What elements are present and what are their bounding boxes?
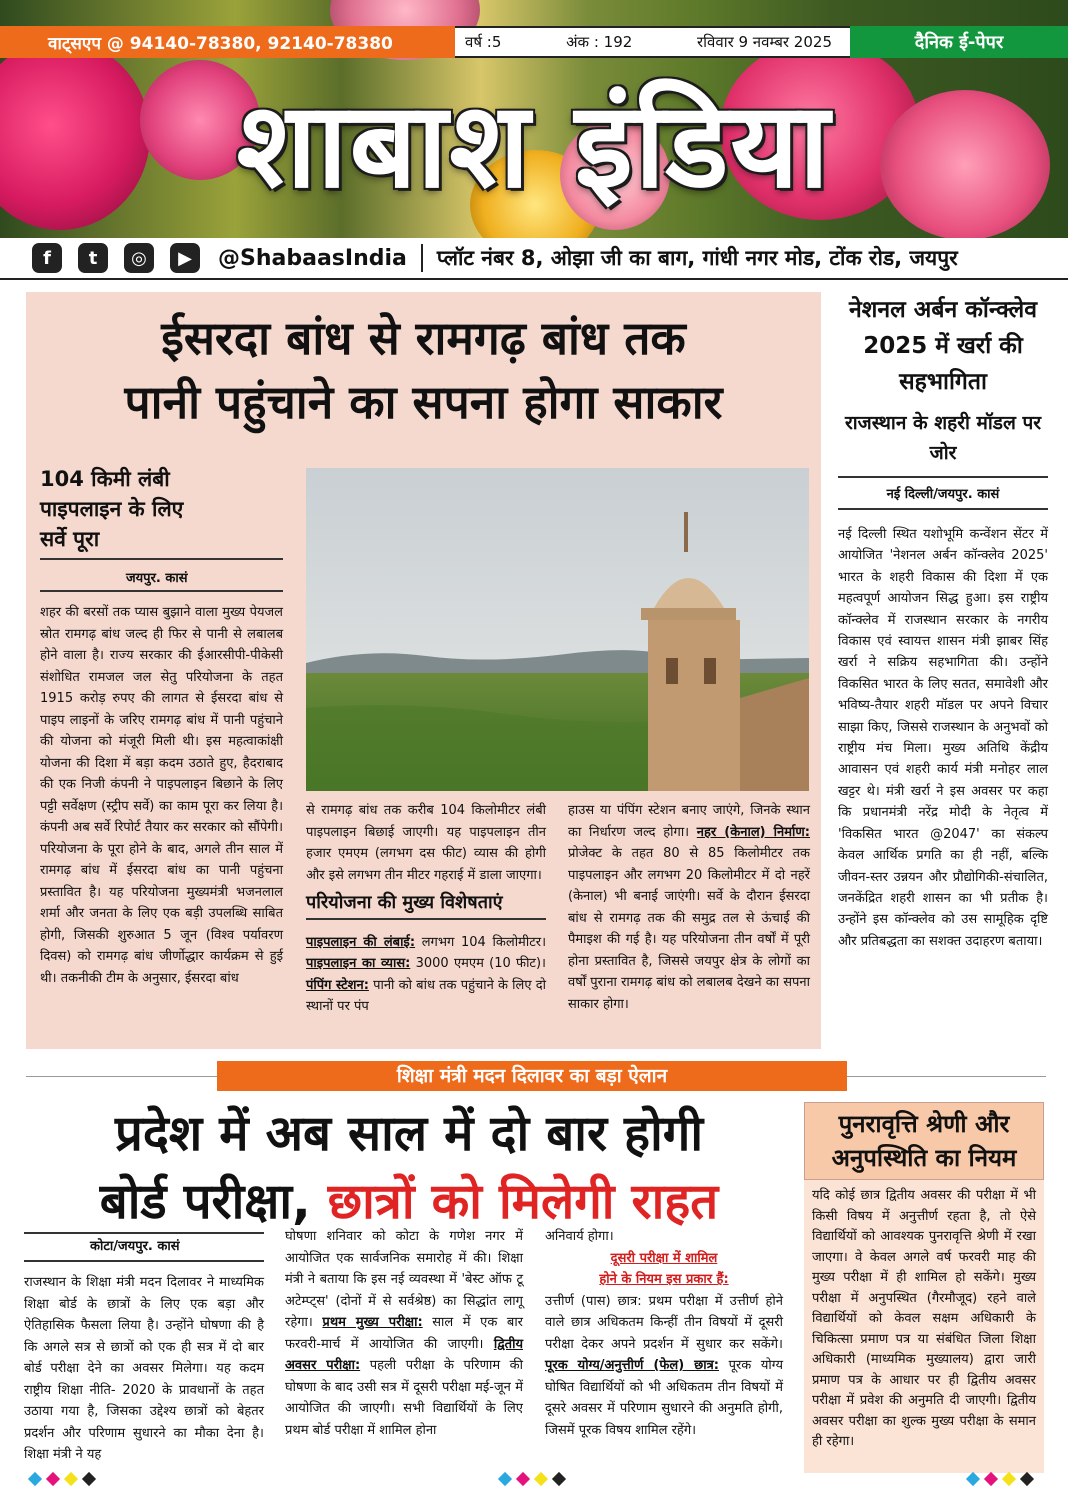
social-bar xyxy=(0,238,1068,280)
feature-label: पाइपलाइन की लंबाई: xyxy=(306,934,416,950)
repeat-category-body: यदि कोई छात्र द्वितीय अवसर की परीक्षा में भी किसी विषय में अनुत्तीर्ण रहता है, तो ऐसे विद्यार्थियों को आवश्यक पुनरावृत्ति श्रेणी में रखा जाएगा। वे केवल अगले वर्ष फरवरी माह की मुख्य परीक्षा में ही शामिल हो सकेंगे। मुख्य परीक्षा में अनुपस्थित (गैरमौजूद) रहने वाले विद्यार्थियों को केवल सक्षम अधिकारी के चिकित्सा प्रमाण पत्र या संबंधित जिला शिक्षा अधिकारी (माध्यमिक मुख्यालय) द्वारा जारी प्रमाण पत्र के आधार पर ही द्वितीय अवसर परीक्षा में प्रवेश की अनुमति दी जाएगी। द्वितीय अवसर परीक्षा का शुल्क मुख्य परीक्षा के समान ही रहेगा। xyxy=(804,1180,1044,1473)
feature-text: पानी को बांध तक पहुंचाने के लिए दो स्थानों पर पंप xyxy=(306,977,547,1014)
registration-mark xyxy=(82,1472,96,1486)
side-story xyxy=(838,292,1048,952)
registration-marks-right xyxy=(968,1474,1032,1484)
lead-subheading: 104 किमी लंबी पाइपलाइन के लिए सर्वे पूरा xyxy=(40,467,184,551)
registration-marks-left xyxy=(30,1474,94,1484)
exam-label: पूरक योग्य/अनुत्तीर्ण (फेल) छात्र: xyxy=(545,1358,719,1373)
youtube-icon[interactable]: ▶ xyxy=(170,243,200,273)
feature-label: नहर (केनाल) निर्माण: xyxy=(696,824,810,840)
lead-column-3-text: प्रोजेक्ट के तहत 80 से 85 किलोमीटर तक पाइपलाइन और लगभग 20 किलोमीटर में दो नहरें (केनाल) भी बनाई जाएंगी। सर्वे के दौरान ईसरदा बांध से रामगढ़ तक की समुद्र तल से ऊंचाई की पैमाइश की गई है। यह परियोजना तीन वर्षों में पूरी होना प्रस्तावित है, जिससे जयपुर क्षेत्र के लोगों का वर्षों पुराना रामगढ़ बांध को लबालब देखने का सपना साकार होगा। xyxy=(568,846,810,1012)
headline-black-part: बोर्ड परीक्षा, xyxy=(99,1173,328,1230)
registration-mark xyxy=(1002,1472,1016,1486)
rules-heading: होने के नियम इस प्रकार हैं: xyxy=(599,1272,729,1287)
kicker-banner: शिक्षा मंत्री मदन दिलावर का बड़ा ऐलान xyxy=(217,1061,847,1091)
feature-text: लगभग 104 किलोमीटर। xyxy=(415,934,546,950)
features-heading: परियोजना की मुख्य विशेषताएं xyxy=(306,892,546,920)
side-byline: नई दिल्ली/जयपुर. कासं xyxy=(886,487,1000,502)
feature-text: 3000 एमएम (10 फीट)। xyxy=(410,956,546,971)
lead-column-3 xyxy=(568,800,810,1015)
newspaper-title: शाबाश इंडिया xyxy=(236,76,832,214)
divider xyxy=(421,244,423,272)
lead-headline xyxy=(26,306,821,434)
registration-mark xyxy=(516,1472,530,1486)
social-handle[interactable]: @ShabaasIndia xyxy=(218,245,407,271)
instagram-icon[interactable]: ◎ xyxy=(124,243,154,273)
registration-mark xyxy=(46,1472,60,1486)
board-exam-column-2 xyxy=(285,1226,523,1441)
board-exam-byline: कोटा/जयपुर. कासं xyxy=(90,1239,180,1254)
rules-heading: दूसरी परीक्षा में शामिल xyxy=(610,1250,718,1266)
fort-landscape-illustration xyxy=(306,468,809,791)
lead-column-2 xyxy=(306,800,546,1018)
masthead xyxy=(0,0,1068,238)
issue-date: रविवार 9 नवम्बर 2025 xyxy=(697,33,832,51)
repeat-category-box xyxy=(804,1102,1044,1467)
registration-mark xyxy=(534,1472,548,1486)
divider xyxy=(838,508,1048,510)
edition-label: दैनिक ई-पेपर xyxy=(850,26,1068,58)
lead-headline-line1: ईसरदा बांध से रामगढ़ बांध तक xyxy=(161,311,686,365)
board-exam-text: पूरक योग्य घोषित विद्यार्थियों को भी अधिकतम तीन विषयों में दूसरे अवसर में परिणाम सुधारने की अनुमति होगी, जिसमें पूरक विषय शामिल रहेंगे। xyxy=(545,1358,783,1438)
issue-number: अंक : 192 xyxy=(566,33,633,51)
registration-mark xyxy=(498,1472,512,1486)
side-subheading: राजस्थान के शहरी मॉडल पर जोर xyxy=(844,412,1042,464)
lead-story xyxy=(26,292,821,1049)
exam-label: प्रथम मुख्य परीक्षा: xyxy=(322,1315,423,1330)
exam-label: द्वितीय अवसर परीक्षा: xyxy=(285,1336,523,1373)
lead-byline: जयपुर. कासं xyxy=(126,571,188,586)
registration-mark xyxy=(552,1472,566,1486)
side-headline: नेशनल अर्बन कॉन्क्लेव 2025 में खर्रा की सहभागिता xyxy=(848,297,1037,395)
board-exam-column-3 xyxy=(545,1226,783,1441)
twitter-icon[interactable]: t xyxy=(78,243,108,273)
fort-landscape-photo xyxy=(306,468,809,791)
registration-mark xyxy=(984,1472,998,1486)
features-list xyxy=(306,932,546,1018)
feature-label: पाइपलाइन का व्यास: xyxy=(306,956,411,971)
whatsapp-contact: वाट्सएप @ 94140-78380, 92140-78380 xyxy=(0,26,455,58)
board-exam-text: अनिवार्य होगा। xyxy=(545,1229,614,1244)
divider xyxy=(40,590,283,592)
repeat-category-heading: पुनरावृत्ति श्रेणी और अनुपस्थिति का नियम xyxy=(804,1102,1044,1180)
divider xyxy=(838,476,1048,478)
registration-mark xyxy=(64,1472,78,1486)
office-address: प्लॉट नंबर 8, ओझा जी का बाग, गांधी नगर मोड, टोंक रोड, जयपुर xyxy=(436,246,958,270)
registration-mark xyxy=(1020,1472,1034,1486)
headline-red-part: छात्रों को मिलेगी राहत xyxy=(327,1173,719,1230)
lead-headline-line2: पानी पहुंचाने का सपना होगा साकार xyxy=(124,375,723,429)
divider xyxy=(24,1260,264,1262)
lead-column-3-text: हाउस या पंपिंग स्टेशन बनाए जाएंगे, जिनके स्थान का निर्धारण जल्द होगा। xyxy=(568,803,810,840)
divider xyxy=(24,1232,264,1234)
issue-info xyxy=(455,26,850,58)
board-exam-text: घोषणा शनिवार को कोटा के गणेश नगर में आयोजित एक सार्वजनिक समारोह में की। शिक्षा मंत्री ने बताया कि इस नई व्यवस्था में 'बेस्ट ऑफ टू अटेम्प्ट्स' (दोनों में से सर्वश्रेष्ठ) का सिद्धांत लागू रहेगा। xyxy=(285,1229,523,1330)
board-exam-headline-line1: प्रदेश में अब साल में दो बार होगी xyxy=(114,1105,704,1162)
side-body: नई दिल्ली स्थित यशोभूमि कन्वेंशन सेंटर में आयोजित 'नेशनल अर्बन कॉन्क्लेव 2025' भारत के शहरी विकास की दिशा में एक महत्वपूर्ण आयोजन सिद्ध हुआ। इस राष्ट्रीय कॉन्क्लेव में राजस्थान सरकार के नगरीय विकास एवं स्वायत्त शासन मंत्री झाबर सिंह खर्रा ने सक्रिय सहभागिता की। उन्होंने विकसित भारत के लिए सतत, समावेशी और भविष्य-तैयार शहरी मॉडल पर अपने विचार साझा किए, जिससे राजस्थान के अनुभवों को राष्ट्रीय मंच मिला। मुख्य अतिथि केंद्रीय आवासन एवं शहरी कार्य मंत्री मनोहर लाल खट्टर थे। मंत्री खर्रा ने इस अवसर पर कहा कि प्रधानमंत्री नरेंद्र मोदी के नेतृत्व में 'विकसित भारत @2047' का संकल्प केवल आर्थिक प्रगति का ही नहीं, बल्कि जीवन-स्तर उन्नयन और प्रौद्योगिकी-संचालित, जनकेंद्रित शहरी शासन का भी प्रतीक है। उन्होंने इस कॉन्क्लेव को उस सामूहिक दृष्टि और प्रतिबद्धता का सशक्त उदाहरण बताया। xyxy=(838,527,1048,949)
lead-column-2-text: से रामगढ़ बांध तक करीब 104 किलोमीटर लंबी पाइपलाइन बिछाई जाएगी। यह पाइपलाइन तीन हजार एमएम (लगभग दस फीट) व्यास की होगी और इसे लगभग तीन मीटर गहराई में डाला जाएगा। xyxy=(306,803,546,883)
divider xyxy=(40,558,283,560)
year-label: वर्ष :5 xyxy=(465,33,502,51)
board-exam-text: पहली परीक्षा के परिणाम की घोषणा के बाद उसी सत्र में दूसरी परीक्षा मई-जून में आयोजित की जाएगी। सभी विद्यार्थियों के लिए प्रथम बोर्ड परीक्षा में शामिल होना xyxy=(285,1358,523,1438)
registration-mark xyxy=(28,1472,42,1486)
top-info-bar xyxy=(0,26,1068,58)
board-exam-column-1: राजस्थान के शिक्षा मंत्री मदन दिलावर ने माध्यमिक शिक्षा बोर्ड के छात्रों के लिए एक बड़ा और ऐतिहासिक फैसला लिया है। उन्होंने घोषणा की है कि अगले सत्र से छात्रों को एक ही सत्र में दो बार बोर्ड परीक्षा देने का अवसर मिलेगा। यह कदम राष्ट्रीय शिक्षा नीति- 2020 के प्रावधानों के तहत उठाया गया है, जिसका उद्देश्य छात्रों को बेहतर प्रदर्शन और परिणाम सुधारने का मौका देना है। शिक्षा मंत्री ने यह xyxy=(24,1275,264,1462)
facebook-icon[interactable]: f xyxy=(32,243,62,273)
board-exam-text: साल में एक बार फरवरी-मार्च में आयोजित की जाएगी। xyxy=(285,1315,523,1352)
feature-label: पंपिंग स्टेशन: xyxy=(306,977,369,993)
registration-marks-center xyxy=(500,1474,564,1484)
board-exam-headline xyxy=(24,1100,794,1236)
board-exam-text: उत्तीर्ण (पास) छात्र: प्रथम परीक्षा में उत्तीर्ण होने वाले छात्र अधिकतम किन्हीं तीन विषयों में दूसरी परीक्षा देकर अपने प्रदर्शन में सुधार कर सकेंगे। xyxy=(545,1293,783,1352)
registration-mark xyxy=(966,1472,980,1486)
lead-column-1: शहर की बरसों तक प्यास बुझाने वाला मुख्य पेयजल स्रोत रामगढ़ बांध जल्द ही फिर से पानी से लबालब होने वाला है। राज्य सरकार की ईआरसीपी-पीकेसी संशोधित रामजल जल सेतु परियोजना के तहत 1915 करोड़ रुपए की लागत से ईसरदा बांध से पाइप लाइनों के जरिए रामगढ़ बांध में पानी पहुंचाने की योजना को मंजूरी मिली थी। इस महत्वाकांक्षी योजना की दिशा में बड़ा कदम उठाते हुए, हैदराबाद की एक निजी कंपनी ने पाइपलाइन बिछाने के लिए पट्टी सर्वेक्षण (स्ट्रीप सर्वे) का काम पूरा कर लिया है। कंपनी अब सर्वे रिपोर्ट तैयार कर सरकार को सौंपेगी। परियोजना के पूरा होने के बाद, अगले तीन साल में रामगढ़ बांध में ईसरदा बांध का पानी पहुंचना प्रस्तावित है। यह परियोजना मुख्यमंत्री भजनलाल शर्मा और जनता के लिए एक बड़ी उपलब्धि साबित होगी, जिसकी शुरुआत 5 जून (विश्व पर्यावरण दिवस) को रामगढ़ बांध जीर्णोद्धार कार्यक्रम से हुई थी। तकनीकी टीम के अनुसार, ईसरदा बांध xyxy=(40,605,283,986)
